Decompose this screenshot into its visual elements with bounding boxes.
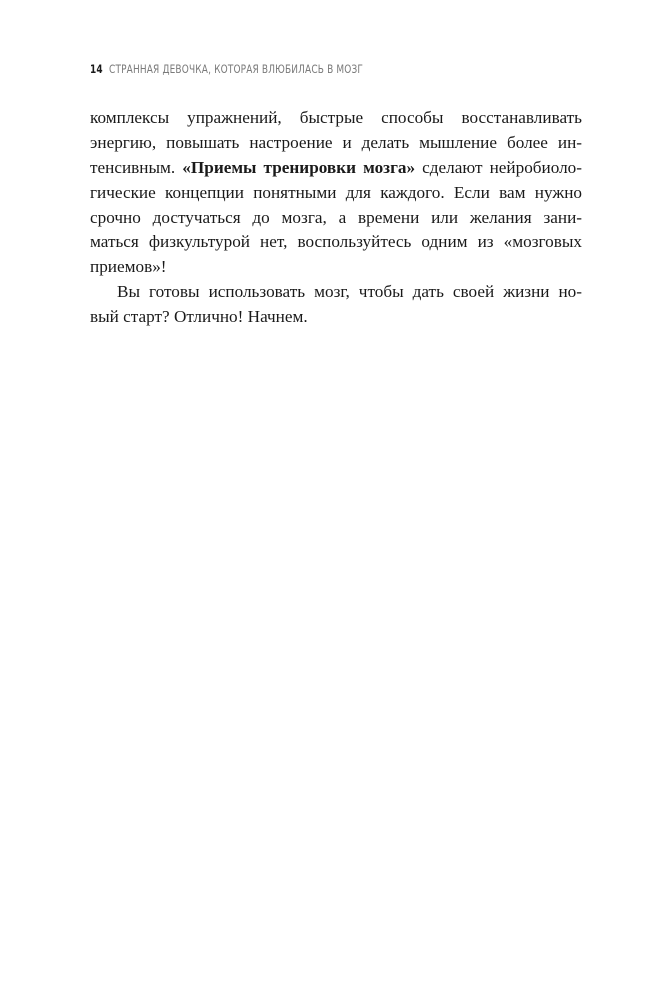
- text-line: Вы готовы использовать мозг, чтобы дать своей жизни но-: [117, 282, 582, 302]
- text-line: маться физкультурой нет, воспользуйтесь одним из «мозговых: [90, 232, 582, 252]
- text-line: [90, 156, 582, 181]
- page-number: 14: [90, 62, 103, 76]
- bold-phrase: «Приемы тренировки мозга»: [182, 157, 416, 177]
- text-line: приемов»!: [90, 257, 167, 277]
- running-title: СТРАННАЯ ДЕВОЧКА, КОТОРАЯ ВЛЮБИЛАСЬ В МОЗГ: [109, 62, 364, 76]
- text-line: вый старт? Отлично! Начнем.: [90, 307, 308, 327]
- text-line: срочно достучаться до мозга, а времени или желания зани-: [90, 207, 582, 227]
- text-line: гические концепции понятными для каждого. Если вам нужно: [90, 182, 582, 202]
- body-text: [90, 106, 582, 330]
- text-line: энергию, повышать настроение и делать мышление более ин-: [90, 132, 582, 152]
- paragraph: [90, 280, 582, 330]
- paragraph: [90, 106, 582, 280]
- text-segment: тенсивным.: [90, 157, 183, 177]
- running-head: [90, 62, 363, 78]
- text-segment: сделают нейробиоло-: [415, 157, 582, 177]
- text-line: комплексы упражнений, быстрые способы восстанавливать: [90, 108, 582, 127]
